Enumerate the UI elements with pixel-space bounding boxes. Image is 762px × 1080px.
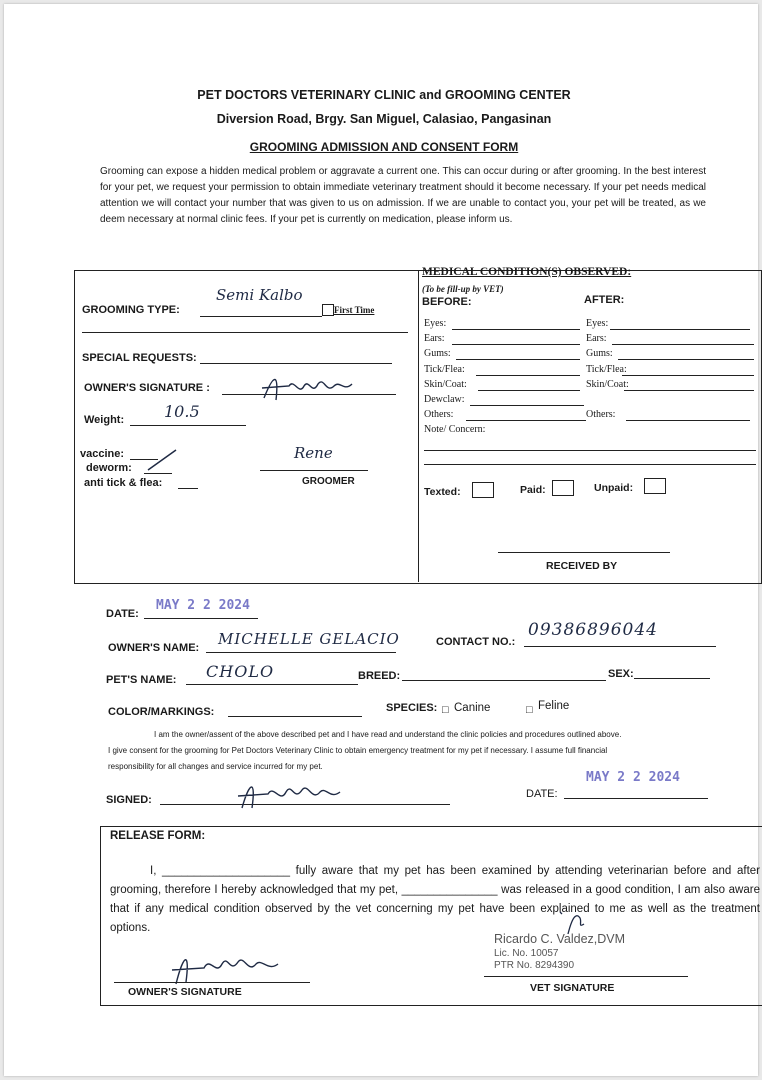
- received-by-label: RECEIVED BY: [546, 560, 618, 572]
- contact-line: [524, 646, 716, 647]
- date-label: DATE:: [106, 608, 139, 620]
- before-item-label: Eyes:: [424, 318, 447, 329]
- breed-line: [402, 680, 606, 681]
- after-item-line[interactable]: [612, 344, 754, 345]
- pet-name-label: PET'S NAME:: [106, 674, 177, 686]
- unpaid-checkbox[interactable]: [644, 478, 666, 494]
- special-requests-label: SPECIAL REQUESTS:: [82, 352, 197, 364]
- owner-signature-label: OWNER'S SIGNATURE :: [84, 382, 210, 394]
- weight-line: [130, 425, 246, 426]
- deworm-check-mark: [146, 448, 182, 476]
- grooming-type-value[interactable]: Semi Kalbo: [216, 286, 303, 304]
- groomer-label: GROOMER: [302, 476, 355, 487]
- before-item-line[interactable]: [478, 390, 580, 391]
- anti-tick-line: [178, 488, 198, 489]
- feline-label: Feline: [538, 700, 570, 712]
- vet-name: Ricardo C. Valdez,DVM: [494, 932, 626, 946]
- medical-subtitle: (To be fill-up by VET): [422, 284, 504, 294]
- signed-label: SIGNED:: [106, 794, 152, 806]
- breed-label: BREED:: [358, 670, 401, 682]
- before-item-label: Dewclaw:: [424, 394, 465, 405]
- after-item-line[interactable]: [626, 420, 750, 421]
- species-label: SPECIES:: [386, 702, 438, 714]
- after-item-line[interactable]: [610, 329, 750, 330]
- weight-value[interactable]: 10.5: [164, 402, 200, 421]
- before-item-label: Gums:: [424, 348, 451, 360]
- after-item-label: Eyes:: [586, 318, 609, 329]
- box-divider: [418, 270, 419, 582]
- texted-checkbox[interactable]: [472, 482, 494, 498]
- before-item-line[interactable]: [470, 405, 584, 406]
- before-label: BEFORE:: [422, 296, 472, 308]
- before-item-line[interactable]: [452, 344, 580, 345]
- release-title: RELEASE FORM:: [110, 830, 206, 842]
- sex-label: SEX:: [608, 668, 634, 680]
- before-item-line[interactable]: [466, 420, 586, 421]
- signed-signature: [232, 774, 352, 814]
- after-item-label: Tick/Flea:: [586, 363, 627, 375]
- date2-line: [564, 798, 708, 799]
- before-item-label: Skin/Coat:: [424, 378, 467, 390]
- note-line-1: [424, 450, 756, 451]
- feline-checkbox[interactable]: □: [526, 704, 533, 716]
- paid-checkbox[interactable]: [552, 480, 574, 496]
- clinic-name: PET DOCTORS VETERINARY CLINIC and GROOMING CENTER: [197, 88, 571, 102]
- vet-sig-line: [484, 976, 688, 977]
- intro-paragraph: Grooming can expose a hidden medical problem or aggravate a current one. This can occur during or after grooming. In the best interest for your pet, we request your permission to obtain immediate veterinary treatment should it become necessary. If your pet needs medical attention we will contact your number that was given to us on admission. If we are unable to contact you, your pet will be treated, as we deem necessary at normal clinic fees. If your pet is currently on medication, please inform us.: [100, 166, 706, 225]
- before-item-line[interactable]: [456, 359, 580, 360]
- after-item-line[interactable]: [618, 359, 754, 360]
- canine-checkbox[interactable]: □: [442, 704, 449, 716]
- form-title: GROOMING ADMISSION AND CONSENT FORM: [249, 140, 519, 154]
- vaccine-label: vaccine:: [80, 448, 125, 460]
- after-label: AFTER:: [584, 294, 625, 306]
- owner-name-value[interactable]: MICHELLE GELACIO: [218, 630, 400, 648]
- first-time-checkbox[interactable]: [322, 304, 334, 316]
- color-line: [228, 716, 362, 717]
- before-item-label: Tick/Flea:: [424, 363, 465, 375]
- after-item-label: Ears:: [586, 333, 607, 345]
- owner-name-line: [206, 652, 396, 653]
- vet-ptr: PTR No. 8294390: [494, 960, 575, 971]
- after-item-label: Skin/Coat:: [586, 378, 629, 390]
- date-stamp: MAY 2 2 2024: [156, 598, 250, 613]
- clinic-address: Diversion Road, Brgy. San Miguel, Calasiao, Pangasinan: [216, 112, 552, 126]
- before-item-label: Others:: [424, 409, 454, 421]
- weight-label: Weight:: [84, 414, 125, 426]
- contact-value[interactable]: 09386896044: [528, 620, 658, 640]
- special-requests-line: [200, 363, 392, 364]
- owner-release-line: [114, 982, 310, 983]
- color-label: COLOR/MARKINGS:: [108, 706, 215, 718]
- release-text: I, ____________________ fully aware that my pet has been examined by attending veterinarian before and after grooming, therefore I hereby acknowledged that my pet, _______________ was released in a good condition, I am also aware that if any medical condition observed by the vet concerning my pet have been explained to me as well as the treatment options.: [110, 865, 760, 934]
- after-item-label: Gums:: [586, 348, 613, 360]
- groomer-name: Rene: [294, 444, 333, 462]
- first-time-label: First Time: [334, 305, 375, 315]
- consent-line-2: I give consent for the grooming for Pet Doctors Veterinary Clinic to obtain emergency treatment for my pet if necessary. I assume full financial: [108, 746, 608, 755]
- canine-label: Canine: [454, 702, 491, 714]
- grooming-type-label: GROOMING TYPE:: [82, 304, 180, 316]
- before-item-line[interactable]: [476, 375, 580, 376]
- consent-line-3: responsibility for all changes and service incurred for my pet.: [108, 762, 323, 771]
- vet-signature-scribble: [554, 908, 594, 938]
- texted-label: Texted:: [424, 486, 461, 498]
- unpaid-label: Unpaid:: [594, 482, 634, 494]
- medical-title: MEDICAL CONDITION(S) OBSERVED:: [422, 266, 632, 278]
- form-paper: [4, 4, 758, 1076]
- date2-label: DATE:: [526, 788, 558, 800]
- note-line-2: [424, 464, 756, 465]
- vet-lic: Lic. No. 10057: [494, 948, 559, 959]
- sex-line: [634, 678, 710, 679]
- deworm-label: deworm:: [86, 462, 132, 474]
- before-item-label: Ears:: [424, 333, 445, 345]
- after-item-line[interactable]: [624, 390, 754, 391]
- note-label: Note/ Concern:: [424, 424, 486, 435]
- paid-label: Paid:: [520, 484, 546, 496]
- date2-stamp: MAY 2 2 2024: [586, 770, 680, 785]
- grooming-type-line: [200, 316, 322, 317]
- consent-line-1: I am the owner/assent of the above described pet and I have read and understand the clinic policies and procedures outlined above.: [154, 730, 622, 739]
- date-line: [144, 618, 258, 619]
- groomer-line: [260, 470, 368, 471]
- pet-name-value[interactable]: CHOLO: [206, 662, 275, 681]
- grooming-type-line-2: [82, 332, 408, 333]
- owner-release-label: OWNER'S SIGNATURE: [128, 986, 242, 998]
- before-item-line[interactable]: [452, 329, 580, 330]
- owner-name-label: OWNER'S NAME:: [108, 642, 200, 654]
- pet-name-line: [186, 684, 358, 685]
- after-item-label: Others:: [586, 409, 616, 421]
- owner-signature-scribble: [254, 368, 364, 408]
- vet-sig-label: VET SIGNATURE: [530, 982, 615, 994]
- contact-label: CONTACT NO.:: [436, 636, 516, 648]
- received-by-line: [498, 552, 670, 553]
- after-item-line[interactable]: [622, 375, 754, 376]
- anti-tick-label: anti tick & flea:: [84, 477, 163, 489]
